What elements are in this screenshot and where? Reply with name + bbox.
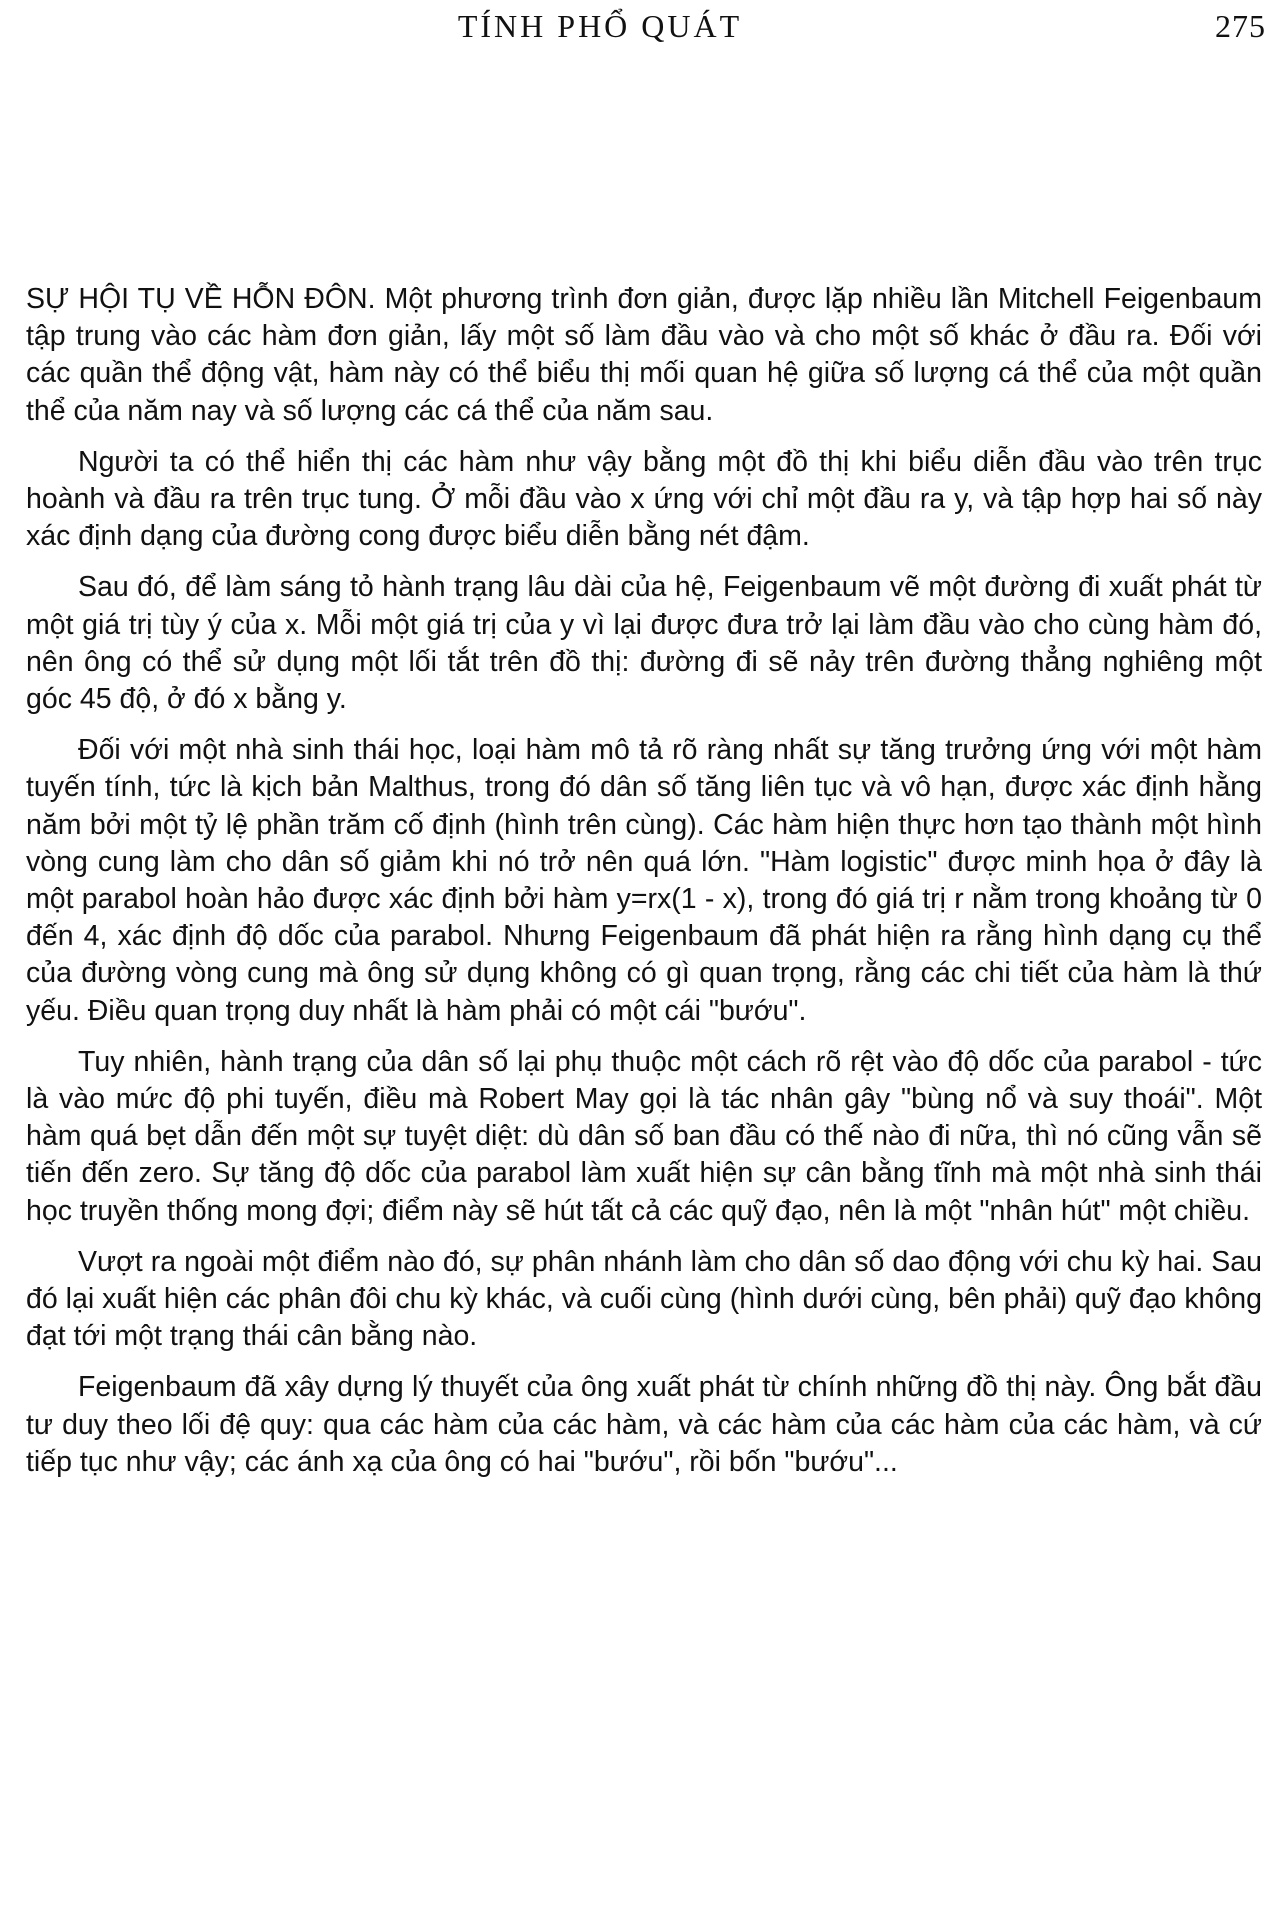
running-header [0,8,1280,58]
paragraph-5: Tuy nhiên, hành trạng của dân số lại phụ thuộc một cách rõ rệt vào độ dốc của parabol - tức là vào mức độ phi tuyến, điều mà Robert May gọi là tác nhân gây "bùng nổ và suy thoái". Một hàm quá bẹt dẫn đến một sự tuyệt diệt: dù dân số ban đầu có thế nào đi nữa, thì nó cũng vẫn sẽ tiến đến zero. Sự tăng độ dốc của parabol làm xuất hiện sự cân bằng tĩnh mà một nhà sinh thái học truyền thống mong đợi; điểm này sẽ hút tất cả các quỹ đạo, nên là một "nhân hút" một chiều. [26,1045,1262,1227]
paragraph-2: Người ta có thể hiển thị các hàm như vậy bằng một đồ thị khi biểu diễn đầu vào trên trục hoành và đầu ra trên trục tung. Ở mỗi đầu vào x ứng với chỉ một đầu ra y, và tập hợp hai số này xác định dạng của đường cong được biểu diễn bằng nét đậm. [26,445,1262,553]
page-number: 275 [1215,8,1266,44]
paragraph-4: Đối với một nhà sinh thái học, loại hàm mô tả rõ ràng nhất sự tăng trưởng ứng với một hàm tuyến tính, tức là kịch bản Malthus, trong đó dân số tăng liên tục và vô hạn, được xác định hằng năm bởi một tỷ lệ phần trăm cố định (hình trên cùng). Các hàm hiện thực hơn tạo thành một hình vòng cung làm cho dân số giảm khi nó trở nên quá lớn. "Hàm logistic" được minh họa ở đây là một parabol hoàn hảo được xác định bởi hàm y=rx(1 - x), trong đó giá trị r nằm trong khoảng từ 0 đến 4, xác định độ dốc của parabol. Nhưng Feigenbaum đã phát hiện ra rằng hình dạng cụ thể của đường vòng cung mà ông sử dụng không có gì quan trọng, rằng các chi tiết của hàm là thứ yếu. Điều quan trọng duy nhất là hàm phải có một cái "bướu". [26,734,1262,1027]
chapter-title: TÍNH PHỔ QUÁT [457,8,743,44]
paragraph-6: Vượt ra ngoài một điểm nào đó, sự phân nhánh làm cho dân số dao động với chu kỳ hai. Sau đó lại xuất hiện các phân đôi chu kỳ khác, và cuối cùng (hình dưới cùng, bên phải) quỹ đạo không đạt tới một trạng thái cân bằng nào. [26,1245,1262,1353]
paragraph-3: Sau đó, để làm sáng tỏ hành trạng lâu dài của hệ, Feigenbaum vẽ một đường đi xuất phát từ một giá trị tùy ý của x. Mỗi một giá trị của y vì lại được đưa trở lại làm đầu vào cho cùng hàm đó, nên ông có thể sử dụng một lối tắt trên đồ thị: đường đi sẽ nảy trên đường thẳng nghiêng một góc 45 độ, ở đó x bằng y. [26,571,1262,716]
run-in-heading: SỰ HỘI TỤ VỀ HỖN ĐÔN. [26,283,376,315]
paragraph-1 [26,281,1262,430]
paragraph-1-text: Một phương trình đơn giản, được lặp nhiều lần Mitchell Feigenbaum tập trung vào các hàm đơn giản, lấy một số làm đầu vào và cho một số khác ở đầu ra. Đối với các quần thể động vật, hàm này có thể biểu thị mối quan hệ giữa số lượng cá thể của một quần thể của năm nay và số lượng các cá thể của năm sau. [26,283,1262,427]
body-text [26,281,1262,1495]
paragraph-7: Feigenbaum đã xây dựng lý thuyết của ông xuất phát từ chính những đồ thị này. Ông bắt đầu tư duy theo lối đệ quy: qua các hàm của các hàm, và các hàm của các hàm của các hàm, và cứ tiếp tục như vậy; các ánh xạ của ông có hai "bướu", rồi bốn "bướu"... [26,1371,1262,1478]
